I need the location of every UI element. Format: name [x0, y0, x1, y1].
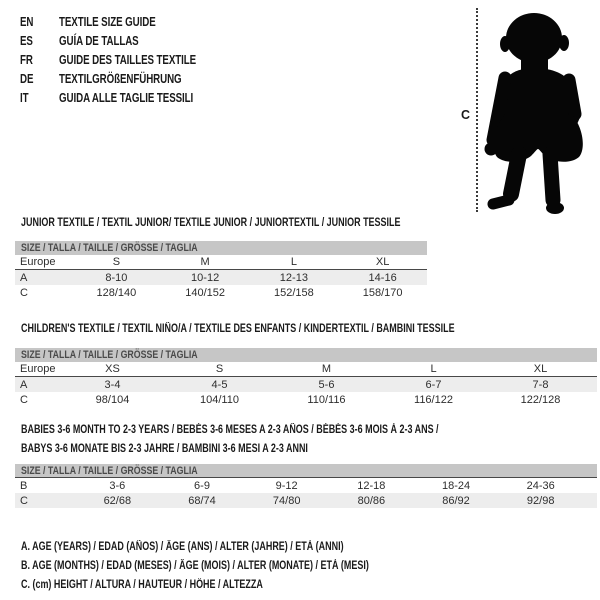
footnote-text: A. AGE (YEARS) / EDAD (AÑOS) / ÂGE (ANS) / ALTER (JAHRE) / ETÀ (ANNI): [21, 541, 344, 553]
language-label: [59, 91, 231, 105]
table-row: [15, 255, 427, 270]
size-cell: 74/80: [272, 494, 301, 507]
size-cell: 5-6: [318, 378, 335, 391]
size-cell: 80/86: [357, 494, 386, 507]
language-code-text: FR: [20, 52, 33, 67]
table-row: [15, 285, 427, 300]
section-title: [21, 421, 556, 459]
size-cell: XS: [105, 363, 120, 375]
size-cell: 122/128: [520, 393, 561, 406]
childrens-size-table: [15, 348, 597, 407]
size-header-text: SIZE / TALLA / TAILLE / GRÖSSE / TAGLIA: [21, 242, 198, 254]
section-title-text: BABIES 3-6 MONTH TO 2-3 YEARS / BEBÉS 3-6 MESES A 2-3 AÑOS / BÉBÉS 3-6 MOIS À 2-3 ANS /: [21, 424, 439, 436]
section-title: [21, 320, 577, 339]
size-header-bar: [15, 464, 597, 478]
size-cell: 110/116: [307, 393, 346, 406]
size-cell: XL: [375, 256, 390, 268]
table-row: [15, 392, 597, 407]
footnote-line: [21, 538, 467, 557]
language-label-text: TEXTILE SIZE GUIDE: [59, 14, 156, 29]
language-code: [20, 53, 59, 67]
size-cell: 92/98: [526, 494, 555, 507]
size-cell: 10-12: [191, 271, 220, 284]
language-label-text: GUIDA ALLE TAGLIE TESSILI: [59, 90, 194, 105]
row-label: A: [20, 271, 28, 284]
size-cell: M: [200, 256, 210, 268]
section-title-line: [21, 320, 577, 339]
size-cell: 98/104: [95, 393, 130, 406]
size-cell: L: [290, 256, 297, 268]
size-cell: 18-24: [441, 479, 471, 492]
size-cell: 6-7: [425, 378, 442, 391]
language-code-text: DE: [20, 71, 34, 86]
section-title-text: BABYS 3-6 MONATE BIS 2-3 JAHRE / BAMBINI 3-6 MESI A 2-3 ANNI: [21, 443, 308, 455]
footnote-line: [21, 557, 467, 576]
size-cell: 62/68: [103, 494, 132, 507]
size-cell: 12-18: [357, 479, 386, 492]
row-label: C: [20, 286, 28, 299]
size-cell: 12-13: [279, 271, 308, 284]
table-row: [15, 377, 597, 392]
section-title-text: JUNIOR TEXTILE / TEXTIL JUNIOR/ TEXTILE JUNIOR / JUNIORTEXTIL / JUNIOR TESSILE: [21, 217, 401, 229]
size-cell: 8-10: [105, 271, 128, 284]
size-cell: M: [321, 363, 332, 375]
footnote-text: C. (cm) HEIGHT / ALTURA / HAUTEUR / HÖHE / ALTEZZA: [21, 579, 263, 591]
babies-size-table: [15, 464, 597, 508]
size-cell: 158/170: [362, 286, 403, 299]
language-row: [20, 31, 235, 50]
size-cell: 6-9: [194, 479, 210, 492]
size-cell: XL: [533, 363, 548, 375]
footnote-line: [21, 576, 467, 595]
size-header-text: SIZE / TALLA / TAILLE / GRÖSSE / TAGLIA: [21, 464, 198, 477]
language-code-text: IT: [20, 90, 29, 105]
language-code: [20, 15, 59, 29]
language-code-text: EN: [20, 14, 34, 29]
row-label: C: [20, 393, 28, 406]
size-cell: 3-4: [104, 378, 121, 391]
junior-size-table: [15, 241, 427, 300]
section-title-line: [21, 440, 556, 459]
row-label: Europe: [20, 256, 56, 268]
row-label: B: [20, 479, 28, 492]
section-title-line: [21, 214, 507, 233]
size-cell: 4-5: [211, 378, 228, 391]
language-row: [20, 69, 235, 88]
language-label-text: GUÍA DE TALLAS: [59, 33, 139, 48]
size-cell: S: [112, 256, 121, 268]
language-label: [59, 72, 216, 86]
size-cell: L: [430, 363, 437, 375]
row-label: Europe: [20, 363, 56, 375]
footnotes: [21, 538, 467, 595]
height-measure-label: C: [461, 108, 471, 122]
size-cell: 152/158: [273, 286, 314, 299]
size-cell: 104/110: [200, 393, 239, 406]
table-row: [15, 478, 597, 493]
size-cell: 3-6: [109, 479, 126, 492]
size-cell: 116/122: [414, 393, 453, 406]
language-label-text: GUIDE DES TAILLES TEXTILE: [59, 52, 197, 67]
language-code: [20, 34, 59, 48]
size-cell: 24-36: [526, 479, 555, 492]
size-cell: 9-12: [275, 479, 298, 492]
table-row: [15, 493, 597, 508]
size-header-text: SIZE / TALLA / TAILLE / GRÖSSE / TAGLIA: [21, 349, 198, 361]
size-cell: 68/74: [188, 494, 216, 507]
language-row: [20, 50, 235, 69]
language-row: [20, 12, 235, 31]
language-label: [59, 34, 161, 48]
footnote-text: B. AGE (MONTHS) / EDAD (MESES) / ÂGE (MOIS) / ALTER (MONATE) / ETÀ (MESI): [21, 560, 369, 572]
size-cell: 128/140: [96, 286, 137, 299]
size-cell: 140/152: [185, 286, 225, 299]
baby-figure: [450, 8, 600, 214]
language-label-text: TEXTILGRÖßENFÜHRUNG: [59, 71, 182, 86]
size-cell: S: [215, 363, 224, 375]
language-code: [20, 72, 59, 86]
size-header-bar: [15, 348, 597, 362]
row-label: A: [20, 378, 28, 391]
language-label: [59, 53, 235, 67]
language-row: [20, 88, 235, 107]
size-cell: 86/92: [442, 494, 470, 507]
language-label: [59, 15, 183, 29]
language-list: [20, 12, 235, 107]
row-label: C: [20, 494, 28, 507]
table-row: [15, 362, 597, 377]
size-header-bar: [15, 241, 427, 255]
size-cell: 7-8: [532, 378, 549, 391]
table-row: [15, 270, 427, 285]
baby-silhouette-icon: [478, 10, 598, 216]
section-title: [21, 214, 507, 233]
language-code-text: ES: [20, 33, 33, 48]
section-title-text: CHILDREN'S TEXTILE / TEXTIL NIÑO/A / TEXTILE DES ENFANTS / KINDERTEXTIL / BAMBINI TESSILE: [21, 323, 455, 335]
size-cell: 14-16: [368, 271, 397, 284]
section-title-line: [21, 421, 556, 440]
language-code: [20, 91, 59, 105]
